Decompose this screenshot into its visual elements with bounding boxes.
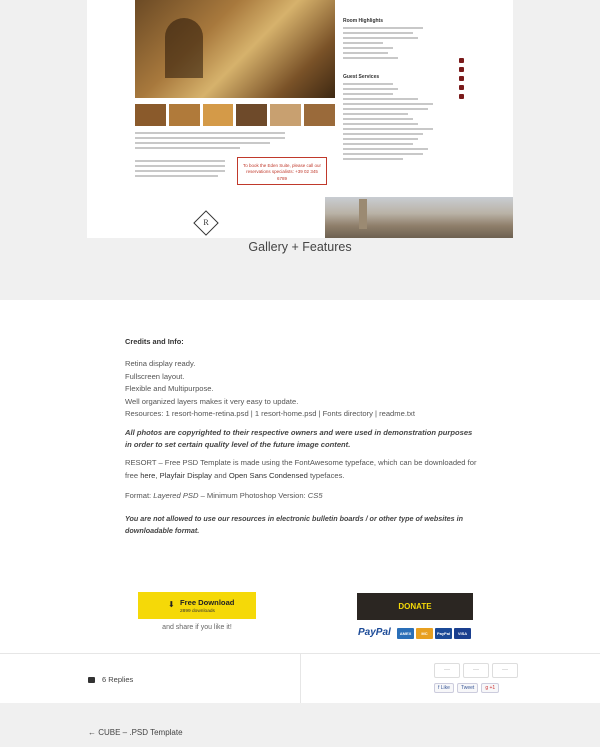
payment-card-logo: AMEX (397, 628, 414, 639)
share-buttons (434, 683, 499, 693)
post-navigation (0, 703, 600, 747)
download-count: 2899 downloads (180, 609, 215, 614)
suite-photo (135, 0, 335, 98)
nav-box-2[interactable]: — (463, 663, 489, 678)
download-label: Free Download (180, 598, 235, 607)
gallery-thumbnail[interactable] (169, 104, 200, 126)
payment-card-logo: VISA (454, 628, 471, 639)
payment-card-logo: PayPal (435, 628, 452, 639)
copyright-note: All photos are copyrighted to their respective owners and were used in demonstration purposes in order to set certain quality level of the future image content. (125, 427, 473, 449)
gallery-caption: Gallery + Features (248, 240, 352, 254)
donate-button[interactable]: DONATE (357, 593, 473, 620)
guest-services-title: Guest Services (343, 74, 380, 80)
replies-link[interactable]: 6 Replies (88, 675, 133, 684)
facebook-icon[interactable] (459, 58, 464, 63)
gallery-thumbnail[interactable] (203, 104, 234, 126)
credits-title: Credits and Info: (125, 337, 184, 346)
credits-section (125, 336, 477, 536)
nav-box-3[interactable]: — (492, 663, 518, 678)
booking-info-box (237, 157, 327, 185)
twitter-icon[interactable] (459, 67, 464, 72)
room-highlights-title: Room Highlights (343, 18, 383, 24)
divider (300, 654, 301, 703)
resort-logo: R (193, 210, 218, 235)
free-download-button[interactable] (138, 592, 256, 619)
email-icon[interactable] (459, 94, 464, 99)
template-preview-image[interactable] (87, 0, 513, 238)
google-plus-icon[interactable] (459, 76, 464, 81)
town-landscape-photo (325, 197, 513, 238)
pagination-boxes (434, 663, 518, 678)
nav-box-1[interactable]: — (434, 663, 460, 678)
booking-phone: reservations specialists: +39 02 345 6789 (246, 169, 318, 181)
download-icon: ⬇ (168, 600, 175, 609)
gallery-thumbnails (135, 104, 335, 126)
tripadvisor-icon[interactable] (459, 85, 464, 90)
gallery-thumbnail[interactable] (236, 104, 267, 126)
feature-line: Flexible and Multipurpose. (125, 384, 214, 394)
resources-line: Resources: 1 resort-home-retina.psd | 1 resort-home.psd | Fonts directory | readme.txt (125, 409, 415, 419)
payment-card-logo: MC (416, 628, 433, 639)
gallery-thumbnail[interactable] (135, 104, 166, 126)
gallery-section (0, 0, 600, 300)
google-plus-button[interactable]: g +1 (481, 683, 499, 693)
usage-warning: You are not allowed to use our resources in electronic bulletin boards / or other type of websites in downloadable format. (125, 513, 464, 535)
feature-line: Fullscreen layout. (125, 371, 185, 381)
gallery-thumbnail[interactable] (304, 104, 335, 126)
fontawesome-link[interactable]: here (140, 470, 156, 480)
payment-methods (357, 627, 473, 641)
booking-text: To book the Eden Suite, please call our (242, 163, 322, 168)
open-sans-link[interactable]: Open Sans Condensed (228, 470, 308, 480)
template-note: RESORT – Free PSD Template is made using the FontAwesome typeface, which can be downloaded for free here, Playfair Display and Open Sans Condensed typefaces. (125, 458, 477, 480)
card-logos (397, 628, 471, 639)
features-column (343, 0, 443, 163)
comment-icon (88, 677, 95, 683)
feature-line: Well organized layers makes it very easy to update. (125, 396, 299, 406)
playfair-link[interactable]: Playfair Display (159, 470, 212, 480)
gallery-thumbnail[interactable] (270, 104, 301, 126)
feature-line: Retina display ready. (125, 359, 196, 369)
share-prompt: and share if you like it! (162, 624, 232, 631)
social-icons-column (459, 58, 467, 103)
format-line: Format: Layered PSD – Minimum Photoshop Version: CS5 (125, 491, 323, 501)
tweet-button[interactable]: Tweet (457, 683, 478, 693)
paypal-logo: PayPal (358, 627, 391, 638)
facebook-like-button[interactable]: f Like (434, 683, 454, 693)
previous-post-link[interactable]: ← CUBE – .PSD Template (88, 728, 183, 737)
